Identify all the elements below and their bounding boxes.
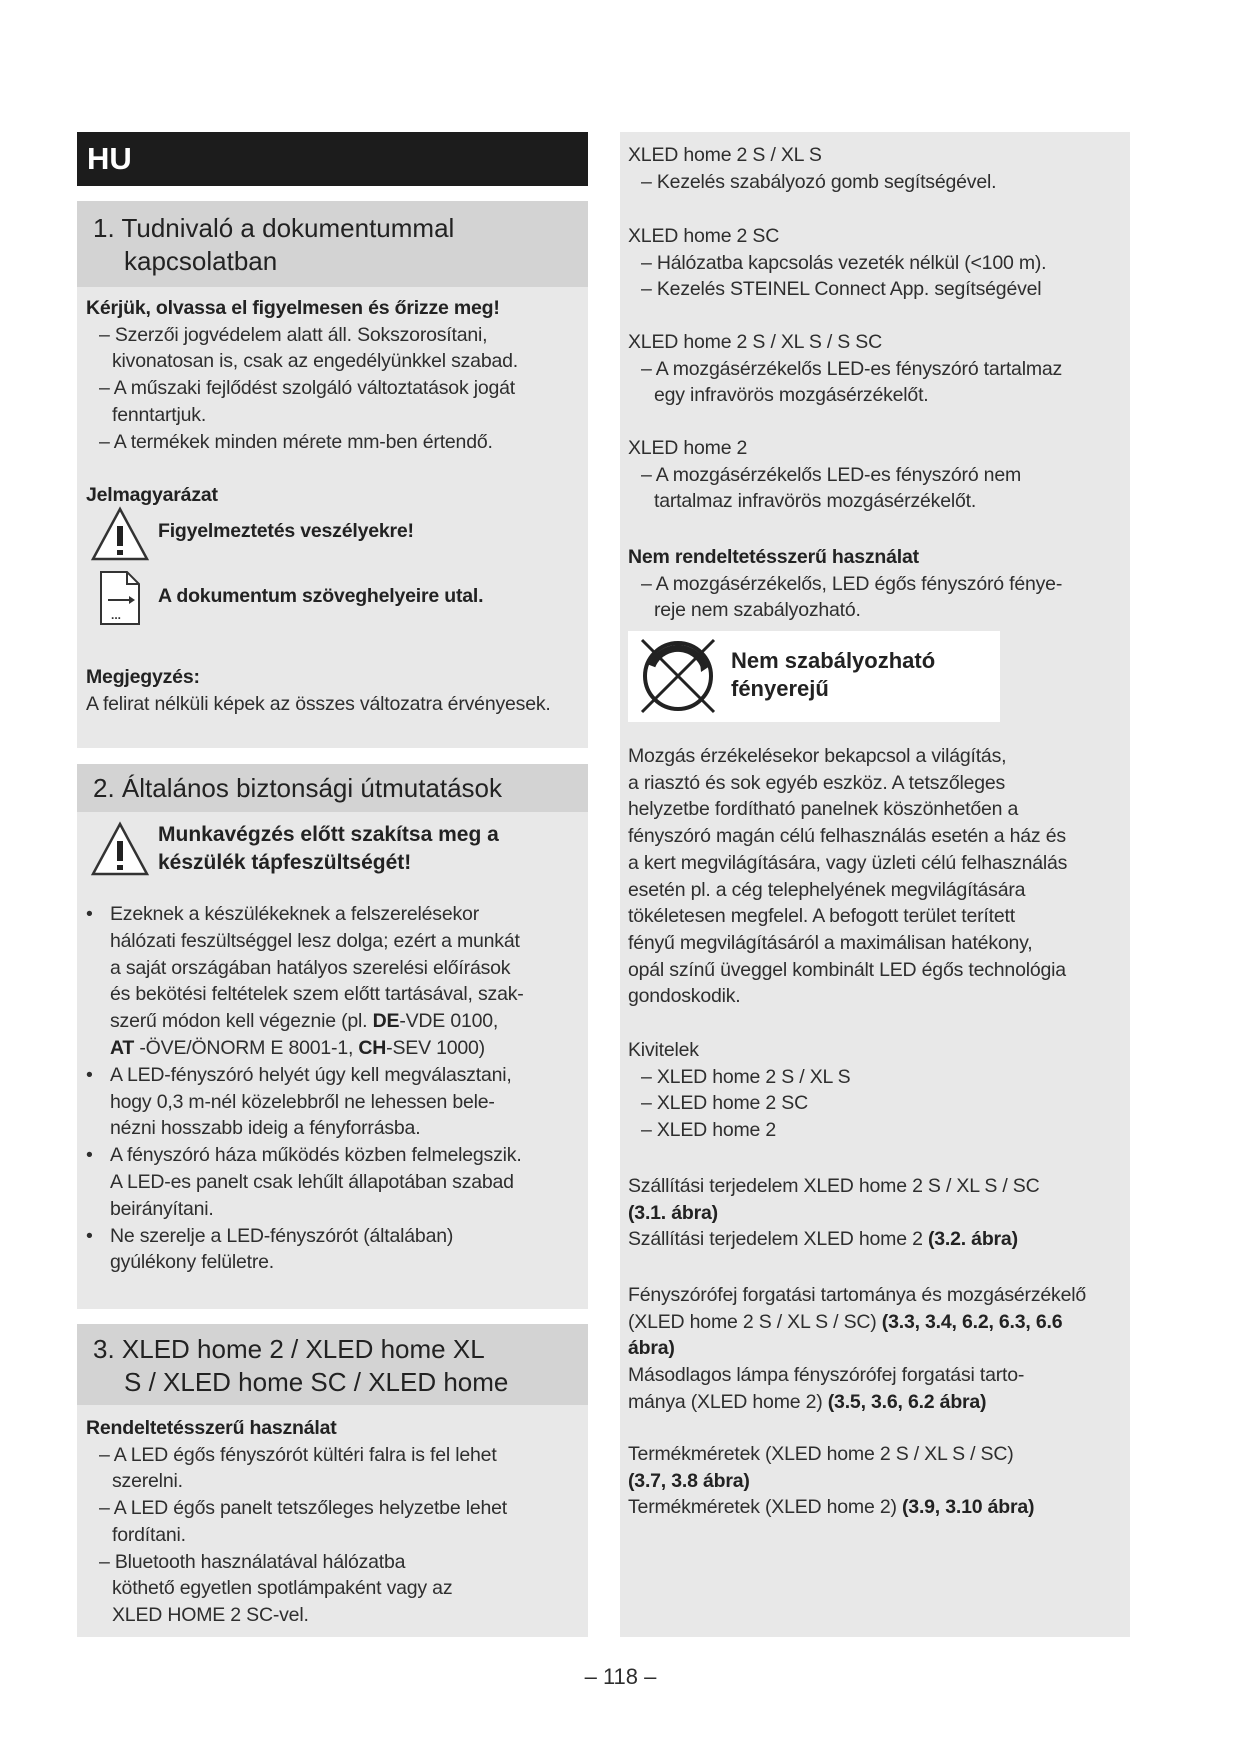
bullet-cont: [84, 1035, 524, 1062]
warning-icon: [90, 506, 150, 562]
list-item: – A műszaki fejlődést szolgáló változtatások jogát: [99, 377, 515, 400]
text: -ÖVE/ÖNORM E 8001-1,: [134, 1036, 359, 1059]
text-line: gondoskodik.: [628, 985, 741, 1008]
bullet-cont: és bekötési feltételek szem előtt tartásával, szak-: [110, 983, 524, 1006]
bullet-cont: hogy 0,3 m-nél közelebbről ne lehessen bele-: [110, 1090, 495, 1113]
variants-list: [628, 1037, 851, 1144]
bullet-icon: •: [86, 1144, 93, 1167]
list-item-cont: egy infravörös mozgásérzékelőt.: [654, 384, 929, 407]
bullet-item: [84, 1223, 524, 1250]
figure-ref: (3.3, 3.4, 6.2, 6.3, 6.6: [881, 1310, 1063, 1333]
country-code: CH: [358, 1036, 387, 1059]
text: szerű módon kell végeznie (pl.: [110, 1010, 373, 1033]
product-dimensions: [628, 1441, 1034, 1521]
list-item-cont: szerelni.: [112, 1470, 183, 1493]
bullet-icon: •: [86, 1063, 93, 1086]
variant-title: XLED home 2 S / XL S: [628, 144, 822, 166]
note: [86, 664, 551, 717]
power-warning: [158, 821, 499, 877]
list-item: – Bluetooth használatával hálózatba: [99, 1550, 406, 1573]
warning-legend-text: Figyelmeztetés veszélyekre!: [158, 520, 414, 542]
bullet-cont: beirányítani.: [110, 1197, 214, 1220]
notice-line: Nem szabályozható: [731, 648, 936, 673]
bullet-cont: A LED-es panelt csak lehűlt állapotában szabad: [110, 1170, 514, 1193]
list-item: – A LED égős panelt tetszőleges helyzetbe lehet: [99, 1497, 507, 1520]
misuse: [628, 544, 1062, 624]
variant-title: XLED home 2 S / XL S / S SC: [628, 331, 882, 353]
text-line: helyzetbe fordítható panelnek köszönhetően a: [628, 798, 1019, 821]
safety-bullets: [84, 901, 524, 1276]
list-item-cont: reje nem szabályozható.: [654, 599, 861, 622]
figure-ref: ábra): [628, 1337, 675, 1360]
list-item-cont: köthető egyetlen spotlámpaként vagy az: [112, 1577, 453, 1600]
text-line: [628, 1226, 1039, 1253]
variant-4: [628, 435, 1021, 515]
list-item-cont: fenntartjuk.: [112, 403, 207, 426]
section-3-title: [93, 1333, 508, 1399]
bullet-item: [84, 1142, 524, 1169]
list-item-cont: fordítani.: [112, 1523, 186, 1546]
text-line: [628, 1309, 1086, 1336]
section-2-header: [77, 764, 588, 812]
country-code: AT: [110, 1036, 135, 1059]
list-item-cont: XLED HOME 2 SC-vel.: [112, 1603, 309, 1626]
text: -VDE 0100,: [399, 1010, 499, 1033]
subheading: Nem rendeltetésszerű használat: [628, 546, 919, 568]
text-line: Fényszórófej forgatási tartománya és mozgásérzékelő: [628, 1284, 1087, 1306]
figure-ref: (3.7, 3.8 ábra): [628, 1469, 750, 1492]
subheading: Kivitelek: [628, 1039, 699, 1061]
list-item: – Hálózatba kapcsolás vezeték nélkül (<100 m).: [641, 251, 1047, 274]
text-line: esetén pl. a cég telephelyének megvilágítására: [628, 878, 1026, 901]
bullet-text: A fényszóró háza működés közben felmelegszik.: [110, 1144, 522, 1167]
section-1-intro: [86, 295, 518, 455]
note-title: Megjegyzés:: [86, 666, 200, 688]
page-number: – 118 –: [584, 1664, 657, 1689]
bullet-text: A LED-fényszóró helyét úgy kell megválasztani,: [110, 1063, 512, 1086]
list-item: – XLED home 2 S / XL S: [641, 1065, 851, 1088]
scope-of-delivery: [628, 1173, 1039, 1253]
text-line: tökéletesen megfelel. A befogott terület terített: [628, 905, 1015, 928]
text-line: Termékméretek (XLED home 2 S / XL S / SC): [628, 1443, 1014, 1465]
bullet-text: Ne szerelje a LED-fényszórót (általában): [110, 1224, 454, 1247]
list-item-cont: kivonatosan is, csak az engedélyünkkel szabad.: [112, 350, 518, 373]
bullet-cont: a saját országában hatályos szerelési előírások: [110, 956, 511, 979]
non-dimmable-text: [731, 647, 935, 703]
warning-line: Munkavégzés előtt szakítsa meg a: [158, 823, 499, 846]
list-item: – Kezelés szabályozó gomb segítségével.: [641, 170, 997, 193]
variant-title: XLED home 2 SC: [628, 225, 780, 247]
subheading: Rendeltetésszerű használat: [86, 1417, 337, 1439]
warning-line: készülék tápfeszültségét!: [158, 851, 412, 874]
non-dimmable-icon: [638, 636, 718, 716]
text-line: [628, 1389, 1086, 1416]
section-3-header: [77, 1324, 588, 1405]
text: Termékméretek (XLED home 2): [628, 1496, 902, 1519]
text-line: a kert megvilágítására, vagy üzleti célú felhasználás: [628, 851, 1068, 874]
text: (XLED home 2 S / XL S / SC): [628, 1310, 882, 1333]
figure-ref: (3.1. ábra): [628, 1201, 718, 1224]
list-item-cont: tartalmaz infravörös mozgásérzékelőt.: [654, 490, 977, 513]
bullet-icon: •: [86, 1224, 93, 1247]
list-item: – Kezelés STEINEL Connect App. segítségével: [641, 278, 1042, 301]
list-item: – A LED égős fényszórót kültéri falra is fel lehet: [99, 1443, 497, 1466]
bullet-item: [84, 1062, 524, 1089]
warning-icon: [90, 821, 150, 877]
list-item: – Szerzői jogvédelem alatt áll. Sokszorosítani,: [99, 323, 488, 346]
list-item: – A mozgásérzékelős LED-es fényszóró tartalmaz: [641, 357, 1063, 380]
text-line: opál színű üveggel kombinált LED égős technológia: [628, 958, 1066, 981]
figure-ref: (3.2. ábra): [927, 1228, 1018, 1251]
bullet-text: Ezeknek a készülékeknek a felszerelésekor: [110, 903, 479, 925]
section-title-line: 3. XLED home 2 / XLED home XL: [93, 1334, 485, 1364]
list-item: – A mozgásérzékelős LED-es fényszóró nem: [641, 463, 1022, 486]
country-code: DE: [372, 1010, 400, 1033]
description: [628, 743, 1067, 1010]
language-tag: HU: [77, 132, 588, 186]
text-line: Másodlagos lámpa fényszórófej forgatási tarto-: [628, 1364, 1025, 1387]
non-dimmable-notice: [628, 631, 1000, 722]
intro-heading: Kérjük, olvassa el figyelmesen és őrizze meg!: [86, 297, 500, 319]
list-item: – A mozgásérzékelős, LED égős fényszóró fénye-: [641, 572, 1063, 595]
text: Szállítási terjedelem XLED home 2: [628, 1228, 928, 1251]
variant-2: [628, 223, 1046, 303]
variant-3: [628, 329, 1062, 409]
list-item: – A termékek minden mérete mm-ben értendő.: [99, 430, 493, 453]
bullet-cont: nézni hosszabb ideig a fényforrásba.: [110, 1117, 421, 1140]
variant-1: [628, 142, 996, 195]
section-1-title: [93, 212, 454, 278]
variant-title: XLED home 2: [628, 437, 748, 459]
bullet-cont: hálózati feszültséggel lesz dolga; ezért a munkát: [110, 929, 520, 952]
figure-ref: (3.5, 3.6, 6.2 ábra): [827, 1390, 987, 1413]
text-line: Mozgás érzékelésekor bekapcsol a világítás,: [628, 745, 1007, 767]
bullet-cont: gyúlékony felületre.: [110, 1251, 275, 1274]
text-line: fényű megvilágításáról a maximálisan hatékony,: [628, 931, 1033, 954]
text-line: Szállítási terjedelem XLED home 2 S / XL S / SC: [628, 1175, 1040, 1197]
text-line: a riasztó és sok egyéb eszköz. A tetszőleges: [628, 771, 1006, 794]
bullet-item: [84, 901, 524, 928]
section-2-title: 2. Általános biztonsági útmutatások: [93, 773, 503, 803]
document-legend-text: A dokumentum szöveghelyeire utal.: [158, 585, 484, 607]
section-1-header: [77, 201, 588, 287]
notice-line: fényerejű: [731, 676, 829, 701]
section-title-line: kapcsolatban: [124, 246, 278, 276]
list-item: – XLED home 2 SC: [641, 1092, 808, 1115]
text: mánya (XLED home 2): [628, 1390, 828, 1413]
legend-title: Jelmagyarázat: [86, 484, 218, 506]
rotation-range: [628, 1282, 1086, 1416]
intended-use: [86, 1415, 507, 1629]
text-line: fényszóró magán célú felhasználás esetén a ház és: [628, 825, 1066, 848]
svg-text:...: ...: [111, 608, 122, 622]
section-title-line: 1. Tudnivaló a dokumentummal: [93, 213, 455, 243]
figure-ref: (3.9, 3.10 ábra): [902, 1496, 1035, 1519]
document-reference-icon: [99, 570, 141, 626]
bullet-cont: [84, 1008, 524, 1035]
text-line: [628, 1494, 1034, 1521]
note-text: A felirat nélküli képek az összes változatra érvényesek.: [86, 692, 551, 715]
section-title-line: S / XLED home SC / XLED home: [124, 1367, 509, 1397]
bullet-icon: •: [86, 903, 93, 925]
text: -SEV 1000): [386, 1036, 485, 1059]
list-item: – XLED home 2: [641, 1119, 777, 1142]
